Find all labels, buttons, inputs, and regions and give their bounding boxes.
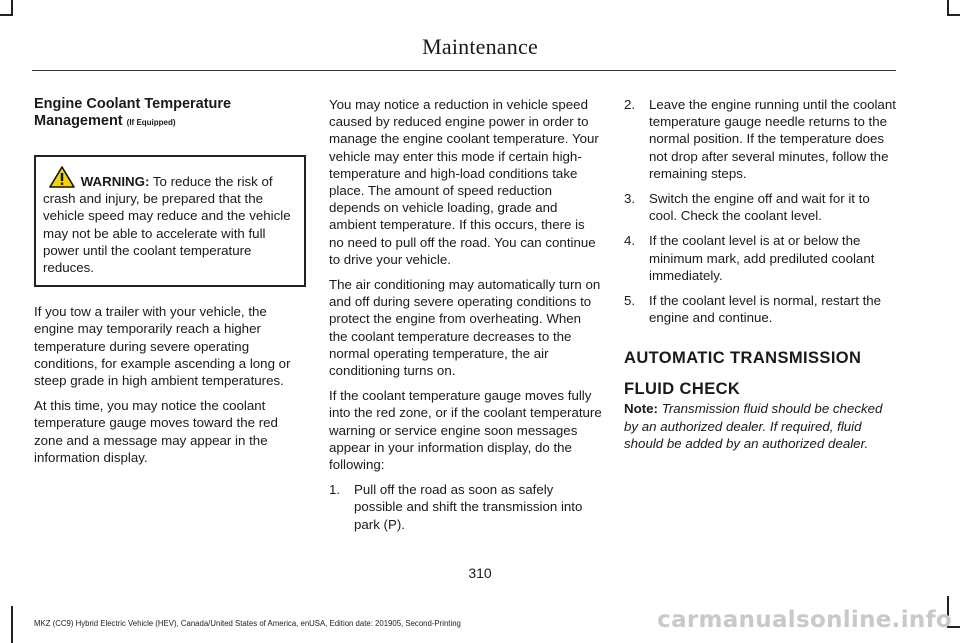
step-number: 4.	[624, 233, 636, 249]
section-qualifier: (If Equipped)	[126, 118, 176, 127]
section-heading	[624, 348, 898, 400]
step-text: If the coolant level is normal, restart the engine and continue.	[649, 293, 882, 326]
watermark: carmanualsonline.info	[657, 607, 952, 633]
warning-box	[34, 155, 306, 287]
step-number: 1.	[329, 482, 341, 498]
step-list	[624, 96, 898, 326]
section-heading-line: AUTOMATIC TRANSMISSION	[624, 349, 862, 368]
section-title	[34, 96, 306, 131]
crop-mark-bottom-left-vertical	[11, 606, 13, 643]
page-number: 310	[468, 565, 492, 581]
section-title-text: Engine Coolant Temperature Management	[34, 96, 232, 129]
paragraph: At this time, you may notice the coolant temperature gauge moves toward the red zone and a message may appear in the information display.	[34, 398, 278, 465]
footer-text: MKZ (CC9) Hybrid Electric Vehicle (HEV), Canada/United States of America, enUSA, Edition date: 201905, Second-Printing	[34, 619, 461, 628]
header-divider	[32, 70, 896, 71]
step-list	[329, 481, 603, 533]
step-number: 3.	[624, 191, 636, 207]
list-item	[624, 292, 898, 326]
page-header-title: Maintenance	[422, 34, 538, 59]
step-number: 2.	[624, 97, 636, 112]
column-left	[34, 96, 306, 474]
crop-mark-top-left-horizontal	[0, 14, 13, 16]
list-item	[329, 481, 603, 533]
list-item	[624, 96, 898, 182]
column-middle	[329, 96, 603, 541]
paragraph: If the coolant temperature gauge moves fully into the red zone, or if the coolant temperature warning or service engine soon messages appear in your information display, do the following:	[329, 388, 602, 473]
warning-triangle-icon	[49, 166, 75, 188]
paragraph: You may notice a reduction in vehicle speed caused by reduced engine power in order to manage the engine coolant temperature. Your vehicle may enter this mode if certain high-temperature and high-load conditions take place. The amount of speed reduction depends on vehicle loading, grade and ambient temperature. If this occurs, there is no need to pull off the road. You can continue to drive your vehicle.	[329, 97, 599, 267]
crop-mark-top-right-horizontal	[947, 14, 960, 16]
list-item	[624, 190, 898, 224]
warning-text: To reduce the risk of crash and injury, be prepared that the vehicle speed may reduce and the vehicle may not be able to accelerate with full power until the coolant temperature reduces.	[43, 174, 291, 276]
crop-mark-top-left-vertical	[11, 0, 13, 14]
note	[624, 400, 898, 452]
paragraph: If you tow a trailer with your vehicle, the engine may temporarily reach a higher temperature during severe operating conditions, for example ascending a long or steep grade in high ambient temperatures.	[34, 304, 291, 389]
paragraph: The air conditioning may automatically turn on and off during severe operating conditions to protect the engine from overheating. When the coolant temperature decreases to the normal operating temperature, the air conditioning turns on.	[329, 277, 601, 379]
step-text: Leave the engine running until the coolant temperature gauge needle returns to the normal position. If the temperature does not drop after several minutes, follow the remaining steps.	[649, 97, 896, 181]
list-item	[624, 232, 898, 284]
note-text: Transmission fluid should be checked by an authorized dealer. If required, fluid should be added by an authorized dealer.	[624, 401, 883, 451]
section-heading-line: FLUID CHECK	[624, 380, 741, 399]
note-label: Note:	[624, 401, 658, 417]
column-right	[624, 96, 898, 460]
step-text: If the coolant level is at or below the minimum mark, add prediluted coolant immediately.	[649, 233, 875, 283]
step-number: 5.	[624, 293, 636, 309]
warning-label: WARNING:	[80, 174, 150, 189]
crop-mark-top-right-vertical	[947, 0, 949, 14]
step-text: Pull off the road as soon as safely possible and shift the transmission into park (P).	[354, 482, 583, 532]
step-text: Switch the engine off and wait for it to cool. Check the coolant level.	[649, 191, 870, 224]
